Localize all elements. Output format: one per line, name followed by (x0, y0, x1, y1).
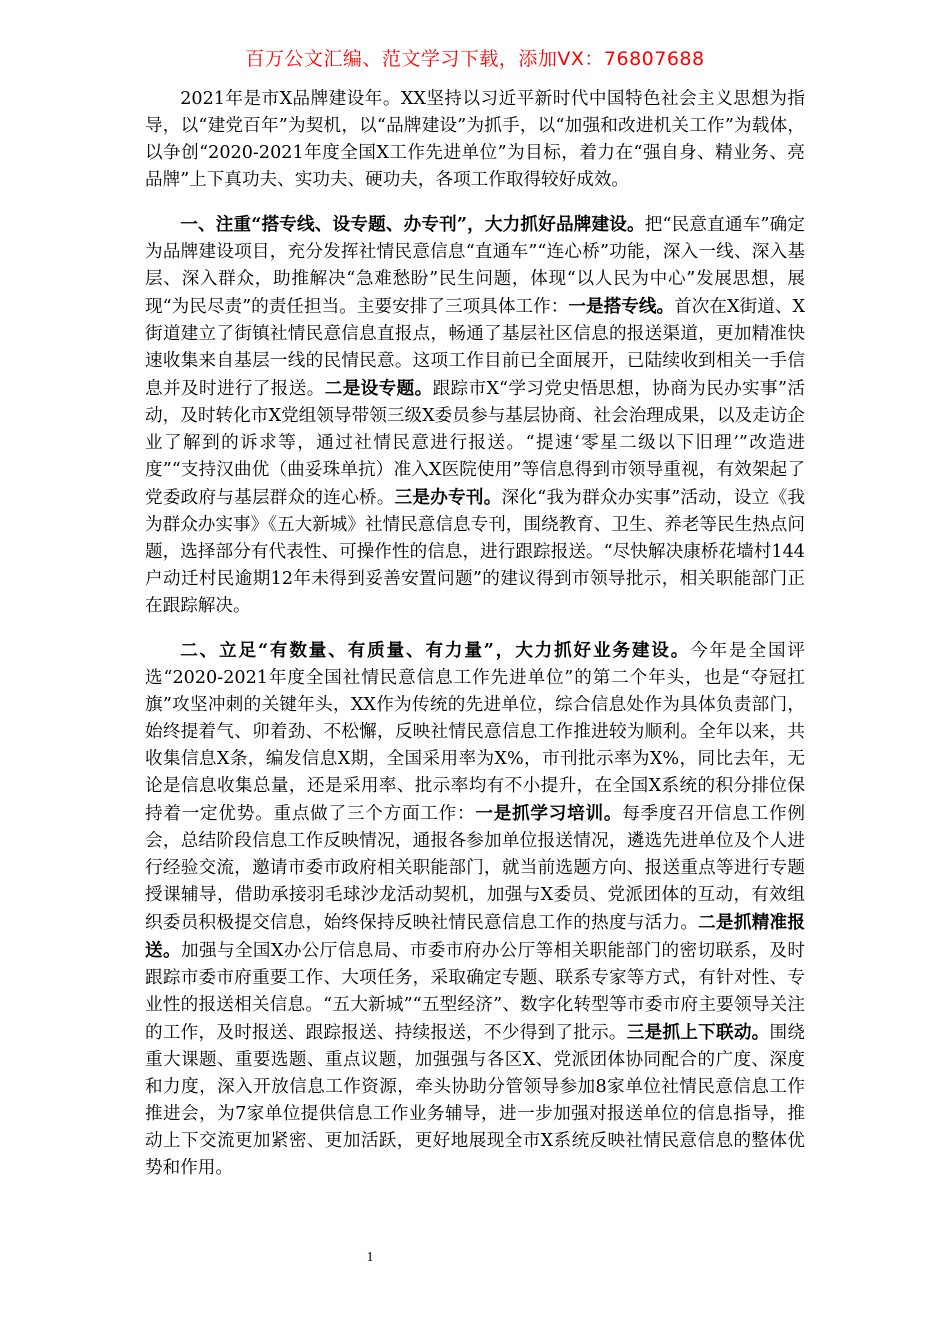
paragraph-text: 今年是全国评选“2020-2021年度全国社情民意信息工作先进单位”的第二个年头，也是“夺冠扛旗”攻坚冲刺的关键年头，XX作为传统的先进单位，综合信息处作为具体负责部门，始终提着气、卯着劲、不松懈，反映社情民意信息工作推进较为顺利。全年以来，共收集信息X条，编发信息X期，全国采用率为X%，市刊批示率为X%，同比去年，无论是信息收集总量，还是采用率、批示率均有不小提升，在全国X系统的积分排位保持着一定优势。重点做了三个方面工作： (145, 641, 805, 824)
paragraph-text: 围绕重大课题、重要选题、重点议题，加强强与各区X、党派团体协同配合的广度、深度和力度，深入开放信息工作资源，牵头协助分管领导参加8家单位社情民意信息工作推进会，为7家单位提供信息工作业务辅导，进一步加强对报送单位的信息指导，推动上下交流更加紧密、更加活跃，更好地展现全市X系统反映社情民意信息的整体优势和作用。 (145, 1023, 805, 1178)
subpoint-heading: 一是抓学习培训。 (475, 803, 623, 824)
paragraph-text: 加强与全国X办公厅信息局、市委市府办公厅等相关职能部门的密切联系，及时跟踪市委市府重要工作、大项任务，采取确定专题、联系专家等方式，有针对性、专业性的报送相关信息。“五大新城”“五型经济”、数字化转型等市委市府主要领导关注的工作，及时报送、跟踪报送、持续报送，不少得到了批示。 (145, 941, 805, 1043)
paragraph-text: 每季度召开信息工作例会，总结阶段信息工作反映情况，通报各参加单位报送情况，遴选先进单位及个人进行经验交流，邀请市委市政府相关职能部门，就当前选题方向、报送重点等进行专题授课辅导，借助承接羽毛球沙龙活动契机，加强与X委员、党派团体的互动，有效组织委员积极提交信息，始终保持反映社情民意信息工作的热度与活力。 (145, 804, 805, 933)
paragraph-brand-building (145, 211, 805, 620)
paragraph-intro: 2021年是市X品牌建设年。XX坚持以习近平新时代中国特色社会主义思想为指导，以“建党百年”为契机，以“品牌建设”为抓手，以“加强和改进机关工作”为载体，以争创“2020-2021年度全国X工作先进单位”为目标，着力在“强自身、精业务、亮品牌”上下真功夫、实功夫、硬功夫，各项工作取得较好成效。 (145, 89, 805, 190)
section-heading-1: 一、注重“搭专线、设专题、办专刊”，大力抓好品牌建设。 (180, 214, 645, 235)
subpoint-heading: 一是搭专线。 (568, 296, 675, 317)
section-heading-2: 二、立足“有数量、有质量、有力量”，大力抓好业务建设。 (180, 640, 691, 661)
paragraph-text: 把“民意直通车”确定为品牌建设项目，充分发挥社情民意信息“直通车”“连心桥”功能，深入一线、深入基层、深入群众，助推解决“急难愁盼”民生问题，体现“以人民为中心”发展思想，展现“为民尽责”的责任担当。主要安排了三项具体工作： (145, 215, 805, 317)
page-number: 1 (366, 1250, 374, 1265)
paragraph-text: 首次在X街道、X街道建立了街镇社情民意信息直报点，畅通了基层社区信息的报送渠道，更加精准快速收集来自基层一线的民情民意。这项工作目前已全面展开，已陆续收到相关一手信息并及时进行了报送。 (145, 297, 805, 399)
paragraph-text: 跟踪市X“学习党史悟思想，协商为民办实事”活动，及时转化市X党组领导带领三级X委员参与基层协商、社会治理成果，以及走访企业了解到的诉求等，通过社情民意进行报送。“提速‘零星二级以下旧理’”改造进度”“支持汉曲优（曲妥珠单抗）准入X医院使用”等信息得到市领导重视，有效架起了党委政府与基层群众的连心桥。 (145, 379, 805, 508)
subpoint-heading: 二是抓精准报送。 (145, 912, 805, 961)
subpoint-heading: 三是办专刊。 (394, 487, 502, 508)
paragraph-business-building (145, 637, 805, 1182)
paragraph-text: 深化“我为群众办实事”活动，设立《我为群众办实事》《五大新城》社情民意信息专刊，围绕教育、卫生、养老等民生热点问题，选择部分有代表性、可操作性的信息，进行跟踪报送。“尽快解决康桥花墙村144户动迁村民逾期12年未得到妥善安置问题”的建议得到市领导批示，相关职能部门正在跟踪解决。 (145, 488, 805, 616)
document-body (145, 86, 805, 1199)
subpoint-heading: 三是抓上下联动。 (626, 1022, 770, 1043)
subpoint-heading: 二是设专题。 (324, 378, 433, 399)
header-banner: 百万公文汇编、范文学习下载，添加VX：76807688 (245, 48, 705, 70)
